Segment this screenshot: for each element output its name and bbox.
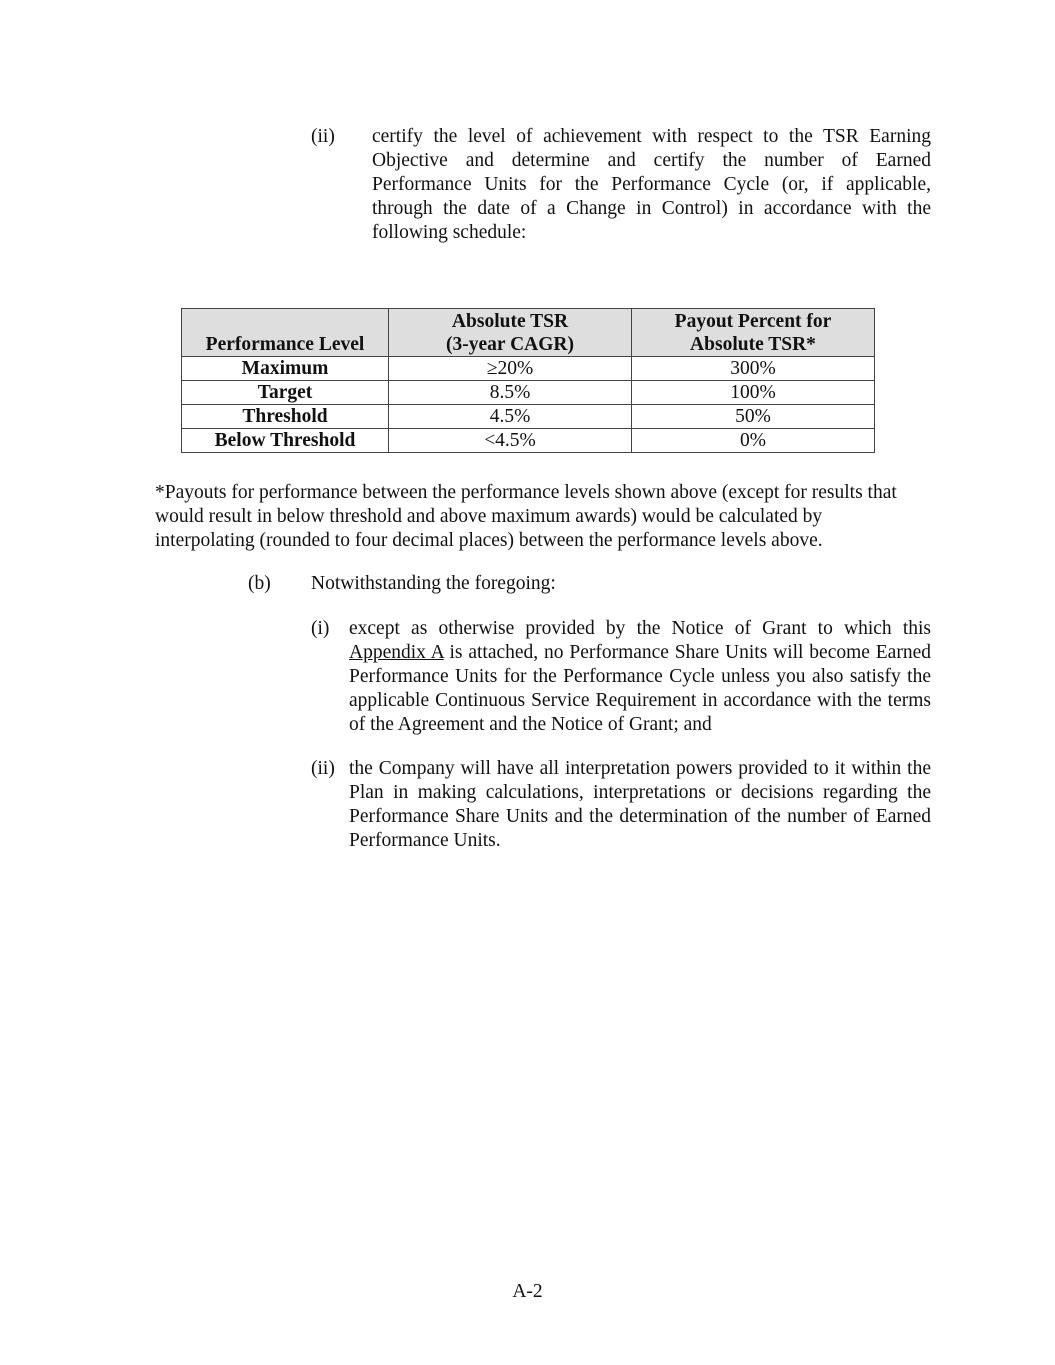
header-performance-level-label: Performance Level — [205, 334, 365, 355]
header-payout-percent-line2: Absolute TSR* — [690, 334, 816, 355]
table-row — [182, 381, 875, 405]
row-tsr: 4.5% — [389, 405, 632, 429]
row-tsr: ≥20% — [389, 357, 632, 381]
item-i-text-after: is attached, no Performance Share Units will become Earned Performance Units for the Performance Cycle unless you also satisfy the applicable Continuous Service Requirement in accordance with the terms of the Agreement and the Notice of Grant; and — [349, 642, 931, 735]
item-i-text — [349, 617, 931, 737]
row-tsr: 8.5% — [389, 381, 632, 405]
header-payout-percent-line1: Payout Percent for — [674, 311, 832, 332]
header-absolute-tsr — [389, 309, 632, 357]
row-level: Threshold — [182, 405, 389, 429]
row-level: Target — [182, 381, 389, 405]
item-ii-b-text: the Company will have all interpretation powers provided to it within the Plan in making calculations, interpretations or decisions regarding the Performance Share Units and the determination of the number of Earned Performance Units. — [349, 758, 931, 851]
header-absolute-tsr-line2: (3-year CAGR) — [446, 334, 574, 355]
row-payout: 100% — [632, 381, 875, 405]
header-payout-percent — [632, 309, 875, 357]
table-row — [182, 405, 875, 429]
row-payout: 50% — [632, 405, 875, 429]
appendix-a-reference: Appendix A — [349, 642, 444, 663]
item-marker-i: (i) — [311, 618, 330, 639]
row-level: Below Threshold — [182, 429, 389, 453]
section-marker-b: (b) — [248, 573, 271, 594]
row-tsr: <4.5% — [389, 429, 632, 453]
header-performance-level — [182, 309, 389, 357]
item-marker-ii-b: (ii) — [311, 758, 335, 779]
row-payout: 300% — [632, 357, 875, 381]
table-row — [182, 357, 875, 381]
item-marker-ii: (ii) — [311, 126, 335, 147]
item-ii-text: certify the level of achievement with respect to the TSR Earning Objective and determine and certify the number of Earned Performance Units for the Performance Cycle (or, if applicable, through the date of a Change in Control) in accordance with the following schedule: — [372, 126, 931, 243]
table-header-row — [182, 309, 875, 357]
item-i-text-before: except as otherwise provided by the Notice of Grant to which this — [349, 618, 931, 639]
performance-schedule-table — [181, 308, 875, 453]
section-b-text: Notwithstanding the foregoing: — [311, 573, 556, 594]
row-level: Maximum — [182, 357, 389, 381]
header-absolute-tsr-line1: Absolute TSR — [451, 311, 569, 332]
table-row — [182, 429, 875, 453]
table-footnote: *Payouts for performance between the performance levels shown above (except for results that would result in below threshold and above maximum awards) would be calculated by interpolating (rounded to four decimal places) between the performance levels above. — [155, 482, 897, 551]
row-payout: 0% — [632, 429, 875, 453]
page-number: A-2 — [512, 1281, 543, 1302]
